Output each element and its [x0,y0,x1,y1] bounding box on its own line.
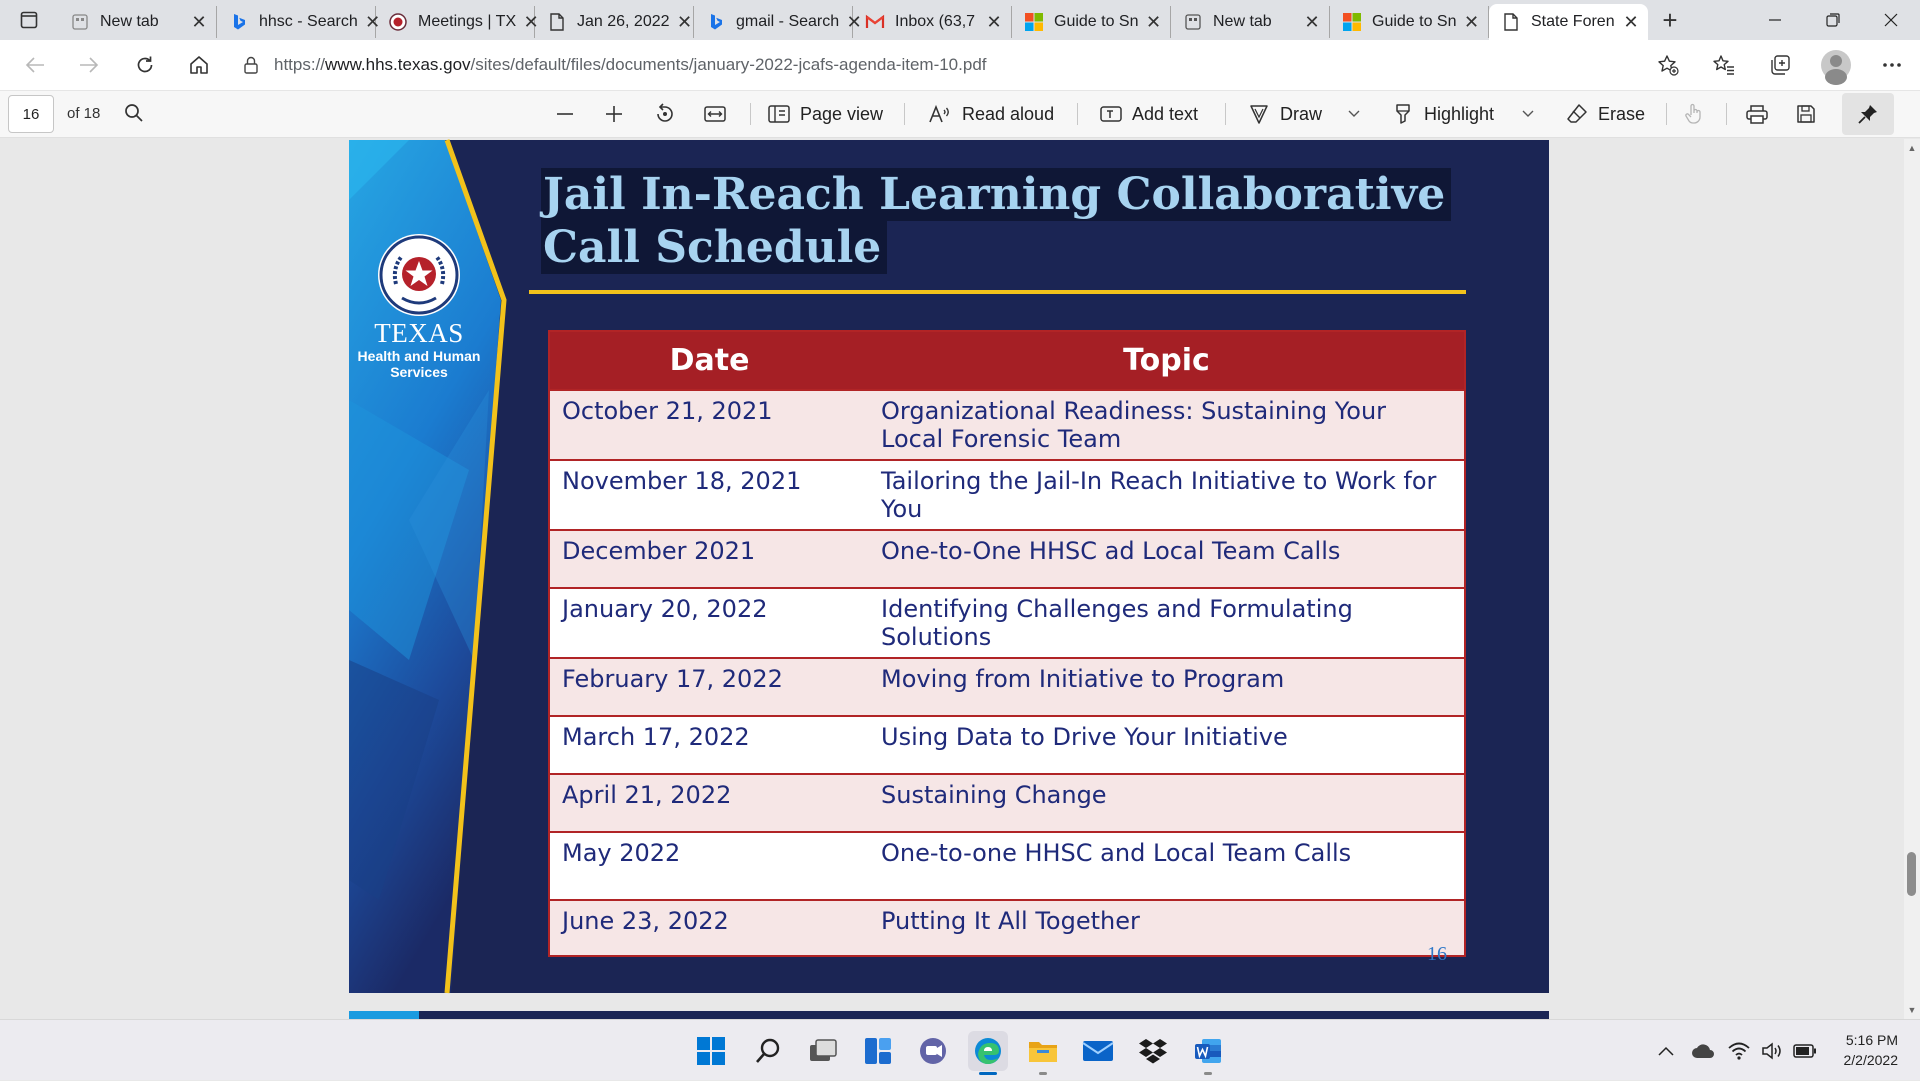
dropbox-icon[interactable] [1133,1031,1173,1071]
url-path: /sites/default/files/documents/january-2022-jcafs-agenda-item-10.pdf [470,55,987,74]
brand-subtitle-line2: Services [390,364,448,380]
save-button[interactable] [1796,91,1826,137]
tab-title: gmail - Search [736,13,840,30]
table-row [549,716,1465,774]
toolbar-divider [1225,103,1226,125]
title-underline [529,290,1466,294]
toolbar-divider [904,103,905,125]
table-row [549,460,1465,530]
row-date: January 20, 2022 [549,588,869,658]
erase-label: Erase [1598,103,1646,124]
slide-title-line1: Jail In-Reach Learning Collaborative [541,168,1451,221]
close-tab-icon[interactable]: ✕ [986,11,1002,32]
new-tab-button[interactable] [1648,0,1692,40]
scrollbar-thumb[interactable] [1907,852,1916,896]
teams-chat-icon[interactable] [913,1031,953,1071]
document-icon [1501,12,1521,32]
fit-width-button[interactable] [704,91,736,137]
read-aloud-icon [928,104,952,124]
close-window-button[interactable] [1862,0,1920,40]
row-topic: Tailoring the Jail-In Reach Initiative to Work for You [869,460,1465,530]
collections-icon [1769,54,1791,76]
page-number-input[interactable] [8,95,54,133]
row-date: February 17, 2022 [549,658,869,716]
page-total: of 18 [67,105,101,122]
settings-more-button[interactable] [1864,40,1920,90]
word-icon[interactable] [1188,1031,1228,1071]
row-date: March 17, 2022 [549,716,869,774]
row-topic: One-to-one HHSC and Local Team Calls [869,832,1465,900]
print-icon [1746,104,1768,124]
pin-toolbar-button[interactable] [1842,93,1894,135]
file-explorer-running-indicator [1039,1072,1047,1075]
table-row [549,588,1465,658]
tab-title: New tab [100,13,159,30]
newtab-icon [70,12,90,32]
refresh-icon [135,55,155,75]
tab-title: Jan 26, 2022 [577,13,670,30]
tab-gmail-search[interactable] [694,6,862,38]
url-text [274,55,987,75]
row-date: December 2021 [549,530,869,588]
minimize-icon [1768,13,1782,27]
profile-button[interactable] [1808,40,1864,90]
url-host: www.hhs.texas.gov [325,55,471,74]
forward-button[interactable] [62,40,116,90]
window-controls [1746,0,1920,40]
close-tab-icon[interactable]: ✕ [1463,11,1480,32]
restore-icon [1826,13,1840,27]
table-row [549,530,1465,588]
tab-actions-button[interactable] [0,0,58,40]
microsoft-icon [1024,12,1044,32]
tab-guide-1[interactable] [1012,6,1171,38]
row-topic: One-to-One HHSC ad Local Team Calls [869,530,1465,588]
draw-button[interactable] [1248,91,1322,137]
system-tray [1648,1020,1822,1081]
word-running-indicator [1204,1072,1212,1075]
brand-name: TEXAS [374,318,464,348]
page-view-icon [768,104,790,124]
toolbar-divider [1666,103,1667,125]
highlight-options-dropdown[interactable] [1522,91,1544,137]
rotate-button[interactable] [654,91,686,137]
address-bar [0,40,1920,90]
system-clock[interactable] [1844,1030,1899,1070]
url-field[interactable] [234,45,1660,85]
search-icon[interactable] [124,103,144,128]
mail-icon[interactable] [1078,1031,1118,1071]
close-icon [1884,13,1898,27]
plus-icon: + [1662,4,1678,35]
close-tab-icon[interactable]: ✕ [676,11,693,32]
task-view-icon[interactable] [803,1031,843,1071]
clock-date: 2/2/2022 [1843,1052,1898,1068]
schedule-table [548,330,1466,957]
tab-hhsc-search[interactable] [217,6,381,38]
close-tab-icon[interactable]: ✕ [1623,11,1639,32]
page-number-value: 16 [22,105,40,123]
fit-width-icon [704,105,726,123]
texas-hhs-seal-logo [376,232,462,318]
widgets-icon[interactable] [858,1031,898,1071]
add-text-label: Add text [1132,103,1199,124]
battery-icon[interactable] [1788,1044,1822,1058]
tab-new-tab-2[interactable] [1171,6,1330,38]
draw-pen-icon [1248,103,1270,125]
tab-jan-26[interactable] [535,6,694,38]
scroll-down-arrow-icon[interactable]: ▼ [1907,1005,1917,1015]
toolbar-divider [1077,103,1078,125]
tab-title: State Foren [1531,13,1615,30]
back-arrow-icon [25,56,45,74]
tab-strip [0,0,1920,40]
restore-button[interactable] [1804,0,1862,40]
forward-arrow-icon [79,56,99,74]
table-row [549,658,1465,716]
wifi-icon[interactable] [1722,1042,1756,1060]
print-button[interactable] [1746,91,1778,137]
volume-icon[interactable] [1756,1042,1788,1060]
erase-button[interactable] [1566,91,1645,137]
table-row [549,832,1465,900]
column-header-topic: Topic [869,331,1465,390]
bing-icon [706,12,726,32]
read-aloud-label: Read aloud [962,103,1055,124]
tab-title: Meetings | TX [418,13,517,30]
bing-icon [229,12,249,32]
close-tab-icon[interactable]: ✕ [523,11,539,32]
tab-actions-icon [20,11,38,29]
tab-state-forensic-active[interactable] [1489,4,1648,40]
microsoft-icon [1342,12,1362,32]
tab-title: New tab [1213,13,1272,30]
collections-button[interactable] [1752,40,1808,90]
home-button[interactable] [172,40,226,90]
search-icon[interactable] [748,1031,788,1071]
refresh-button[interactable] [118,40,172,90]
touch-write-button[interactable] [1684,91,1714,137]
tab-title: Inbox (63,7 [895,13,976,30]
scroll-up-arrow-icon[interactable]: ▲ [1907,143,1917,153]
minimize-button[interactable] [1746,0,1804,40]
slide-page-number: 16 [1427,943,1447,965]
add-favorite-button[interactable] [1640,40,1696,90]
tab-meetings[interactable] [376,6,539,38]
brand-subtitle-line1: Health and Human [357,348,481,364]
add-text-icon [1100,105,1122,123]
close-tab-icon[interactable]: ✕ [1304,11,1320,32]
slide-page [349,140,1549,993]
page-view-button[interactable] [768,91,883,137]
more-icon [1882,62,1902,68]
plus-icon [604,104,624,124]
draw-label: Draw [1280,103,1323,124]
file-explorer-icon[interactable] [1023,1031,1063,1071]
highlight-label: Highlight [1424,103,1495,124]
close-tab-icon[interactable]: ✕ [846,11,862,32]
row-date: April 21, 2022 [549,774,869,832]
pdf-viewer[interactable] [0,139,1920,1019]
row-date: May 2022 [549,832,869,900]
pdf-toolbar [0,90,1920,138]
draw-options-dropdown[interactable] [1348,91,1370,137]
column-header-date: Date [549,331,869,390]
zoom-in-button[interactable] [604,91,634,137]
save-icon [1796,104,1816,124]
row-date: November 18, 2021 [549,460,869,530]
row-topic: Moving from Initiative to Program [869,658,1465,716]
lock-icon[interactable] [234,56,268,74]
clock-time: 5:16 PM [1845,1032,1898,1048]
onedrive-cloud-icon[interactable] [1684,1043,1722,1059]
row-date: June 23, 2022 [549,900,869,956]
touch-icon [1684,103,1704,125]
row-topic: Using Data to Drive Your Initiative [869,716,1465,774]
windows-start-icon[interactable] [691,1031,731,1071]
highlighter-icon [1392,103,1414,125]
add-text-button[interactable] [1100,91,1198,137]
read-aloud-button[interactable] [928,91,1054,137]
slide-title-line2: Call Schedule [541,221,887,274]
row-topic: Putting It All Together [869,900,1465,956]
document-icon [547,12,567,32]
brand-subtitle [349,348,489,380]
edge-active-indicator [979,1072,997,1075]
favorites-icon [1712,54,1736,76]
tab-new-tab-1[interactable] [58,6,217,38]
table-row [549,774,1465,832]
close-tab-icon[interactable]: ✕ [1145,11,1162,32]
back-button[interactable] [8,40,62,90]
slide-title [541,168,1451,274]
toolbar-divider [750,103,751,125]
close-tab-icon[interactable]: ✕ [191,11,207,32]
table-row [549,900,1465,956]
windows-taskbar [0,1019,1920,1080]
toolbar-divider [1726,103,1727,125]
zoom-out-button[interactable] [555,91,585,137]
tab-title: hhsc - Search [259,13,358,30]
tab-title: Guide to Sn [1372,13,1457,30]
row-topic: Sustaining Change [869,774,1465,832]
seal-icon [388,12,408,32]
edge-icon[interactable] [968,1031,1008,1071]
row-date: October 21, 2021 [549,390,869,460]
chevron-up-icon[interactable] [1648,1046,1684,1056]
table-header-row [549,331,1465,390]
chevron-down-icon [1348,110,1360,118]
chevron-down-icon [1522,110,1534,118]
home-icon [189,55,209,75]
eraser-icon [1566,103,1588,125]
tab-title: Guide to Sn [1054,13,1139,30]
minus-icon [555,104,575,124]
vertical-scrollbar[interactable] [1904,139,1920,1019]
row-topic: Organizational Readiness: Sustaining Your Local Forensic Team [869,390,1465,460]
favorites-button[interactable] [1696,40,1752,90]
page-view-label: Page view [800,103,884,124]
highlight-button[interactable] [1392,91,1494,137]
url-scheme: https:// [274,55,326,74]
table-row [549,390,1465,460]
row-topic: Identifying Challenges and Formulating Solutions [869,588,1465,658]
star-add-icon [1657,54,1679,76]
pin-icon [1858,104,1878,124]
avatar [1821,50,1851,80]
browser-actions [1640,40,1920,90]
gmail-icon [865,12,885,32]
close-tab-icon[interactable]: ✕ [365,11,381,32]
tab-inbox[interactable] [853,6,1012,38]
rotate-icon [654,103,676,125]
tab-guide-2[interactable] [1330,6,1489,38]
newtab-icon [1183,12,1203,32]
